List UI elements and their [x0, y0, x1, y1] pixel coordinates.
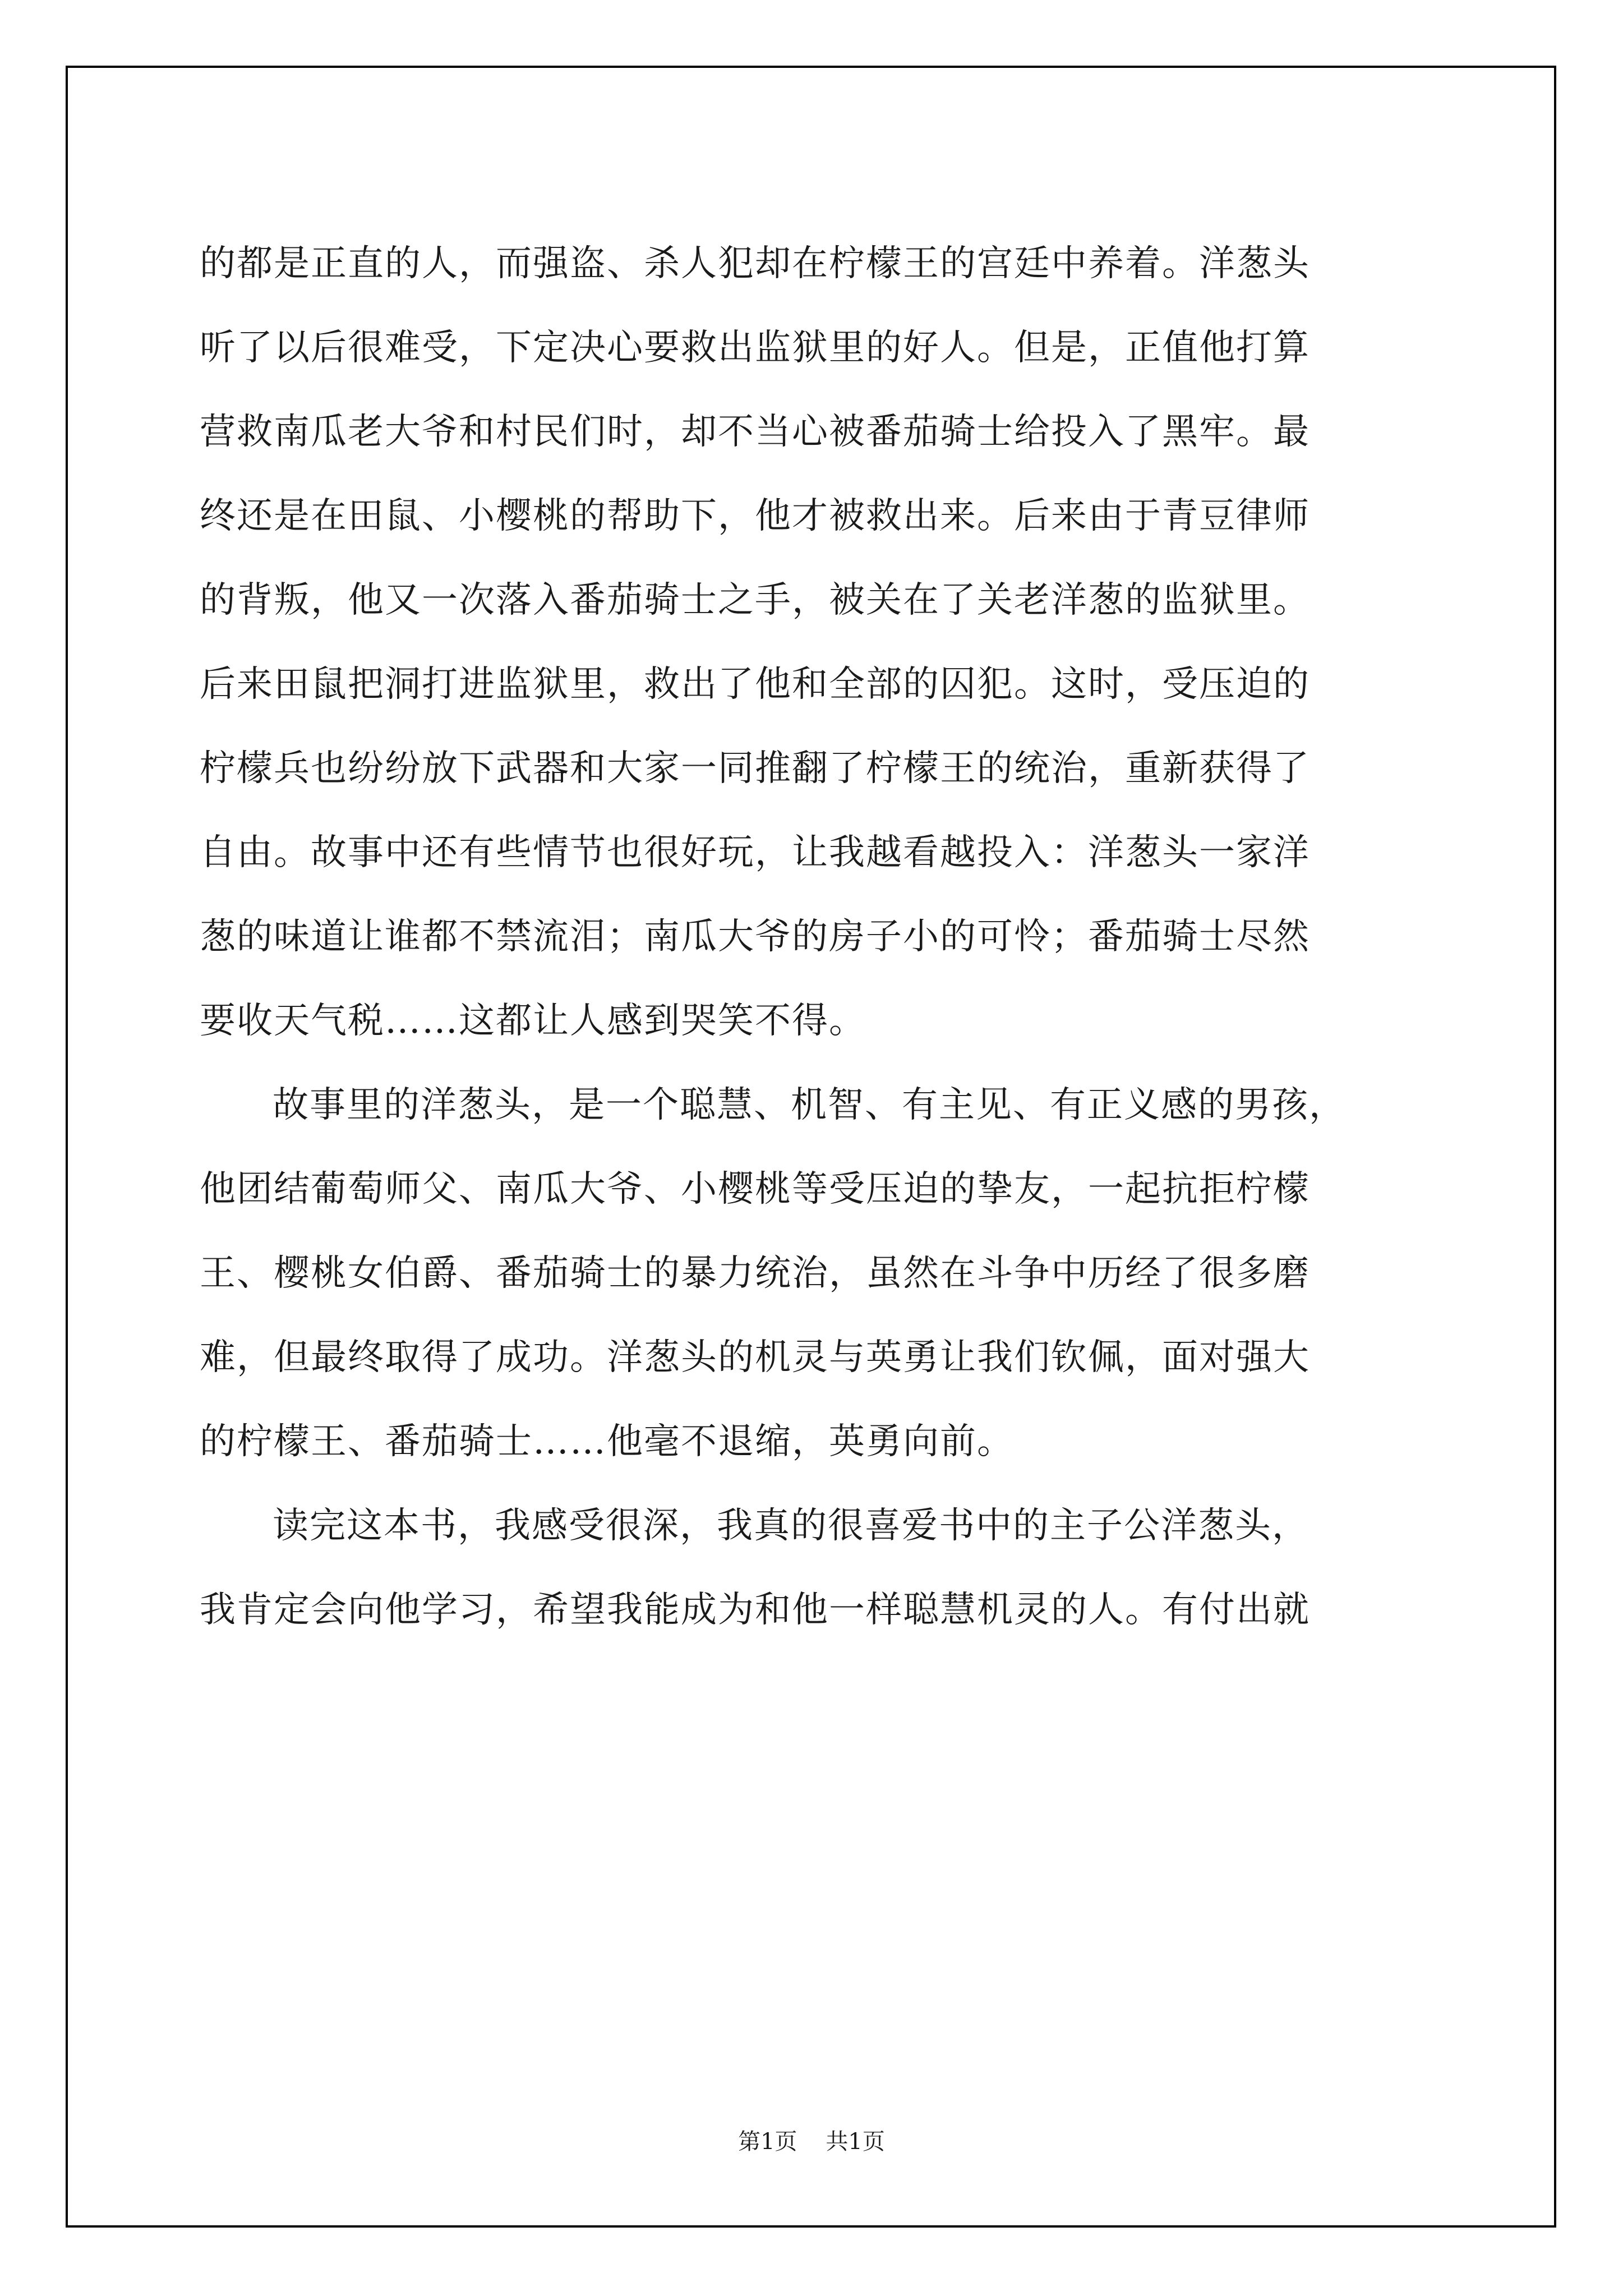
text-line: 听了以后很难受，下定决心要救出监狱里的好人。但是，正值他打算 — [200, 327, 1310, 369]
text-line: 的柠檬王、番茄骑士……他毫不退缩，英勇向前。 — [200, 1421, 1014, 1462]
text-line: 葱的味道让谁都不禁流泪；南瓜大爷的房子小的可怜；番茄骑士尽然 — [200, 916, 1310, 958]
document-body — [200, 222, 1433, 1652]
page-total: 共1页 — [826, 2129, 885, 2155]
text-line: 终还是在田鼠、小樱桃的帮助下，他才被救出来。后来由于青豆律师 — [200, 495, 1310, 537]
page-number: 第1页 — [738, 2129, 797, 2155]
text-line: 难，但最终取得了成功。洋葱头的机灵与英勇让我们钦佩，面对强大 — [200, 1337, 1310, 1378]
text-line: 的都是正直的人，而强盗、杀人犯却在柠檬王的宫廷中养着。洋葱头 — [200, 243, 1310, 284]
text-line: 王、樱桃女伯爵、番茄骑士的暴力统治，虽然在斗争中历经了很多磨 — [200, 1253, 1310, 1294]
text-line: 要收天气税……这都让人感到哭笑不得。 — [200, 1000, 866, 1042]
text-line: 读完这本书，我感受很深，我真的很喜爱书中的主子公洋葱头， — [273, 1505, 1309, 1547]
text-line: 他团结葡萄师父、南瓜大爷、小樱桃等受压迫的挚友，一起抗拒柠檬 — [200, 1168, 1310, 1210]
text-line: 后来田鼠把洞打进监狱里，救出了他和全部的囚犯。这时，受压迫的 — [200, 664, 1310, 705]
text-line: 的背叛，他又一次落入番茄骑士之手，被关在了关老洋葱的监狱里。 — [200, 579, 1310, 621]
text-line: 故事里的洋葱头，是一个聪慧、机智、有主见、有正义感的男孩， — [273, 1084, 1346, 1126]
text-line: 我肯定会向他学习，希望我能成为和他一样聪慧机灵的人。有付出就 — [200, 1589, 1310, 1631]
text-line: 自由。故事中还有些情节也很好玩，让我越看越投入：洋葱头一家洋 — [200, 832, 1310, 873]
page-footer — [0, 2124, 1623, 2156]
text-line: 营救南瓜老大爷和村民们时，却不当心被番茄骑士给投入了黑牢。最 — [200, 411, 1310, 453]
text-line: 柠檬兵也纷纷放下武器和大家一同推翻了柠檬王的统治，重新获得了 — [200, 748, 1310, 789]
